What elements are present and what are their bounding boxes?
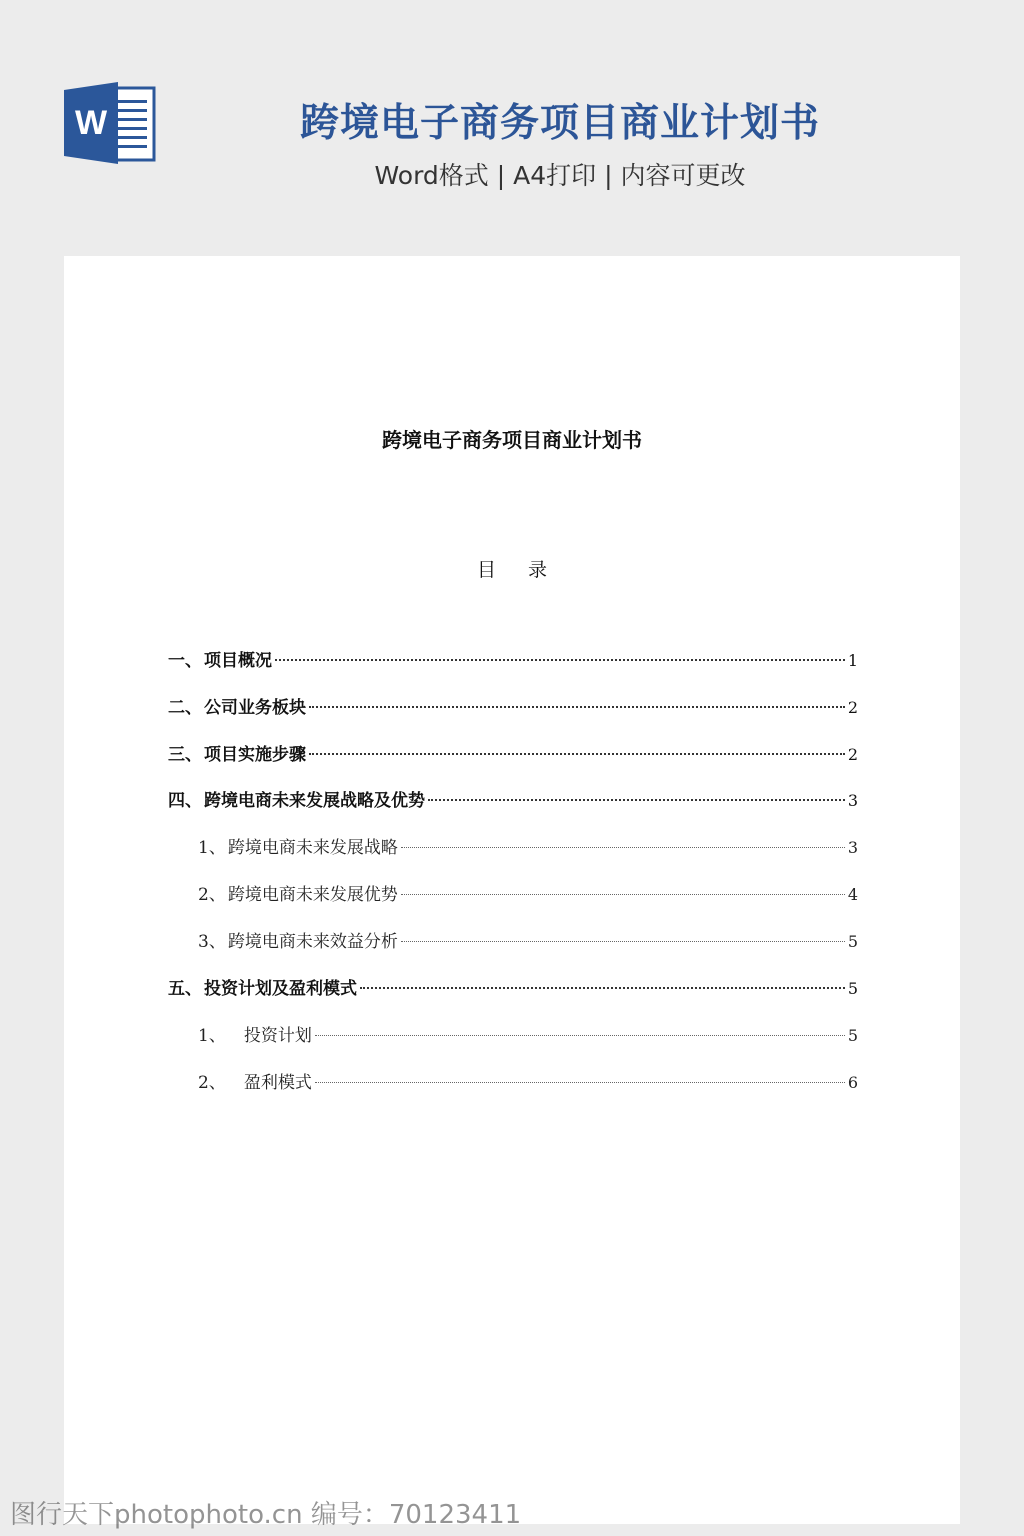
toc-dot-leader bbox=[401, 847, 845, 848]
toc-dot-leader bbox=[428, 799, 845, 801]
toc-heading: 目录 bbox=[476, 559, 579, 581]
toc-entry-page: 2 bbox=[847, 745, 858, 764]
toc-entry[interactable] bbox=[168, 788, 858, 814]
toc-entry-page: 3 bbox=[847, 791, 858, 810]
word-document-icon bbox=[64, 82, 156, 164]
toc-entry[interactable] bbox=[168, 976, 858, 1002]
toc-entry-number: 2、 bbox=[198, 1073, 226, 1093]
toc-entry-text: 项目概况 bbox=[204, 651, 272, 671]
toc-entry-number: 3、 bbox=[198, 932, 226, 952]
toc-entry-page: 5 bbox=[847, 932, 858, 951]
banner-title: 跨境电子商务项目商业计划书 bbox=[299, 101, 820, 146]
toc-entry[interactable] bbox=[168, 648, 858, 674]
toc-entry[interactable] bbox=[168, 695, 858, 721]
toc-entry[interactable] bbox=[168, 742, 858, 768]
toc-entry-number: 1、 bbox=[198, 838, 226, 858]
toc-entry-page: 5 bbox=[847, 1026, 858, 1045]
toc-entry-page: 4 bbox=[847, 885, 858, 904]
toc-entry-page: 3 bbox=[847, 838, 858, 857]
toc-entry-number: 一、 bbox=[168, 651, 202, 671]
toc-subentry[interactable] bbox=[198, 835, 858, 861]
toc-dot-leader bbox=[360, 987, 845, 989]
toc-dot-leader bbox=[315, 1082, 845, 1083]
toc-entry-number: 五、 bbox=[168, 979, 202, 999]
toc-entry-text: 跨境电商未来效益分析 bbox=[227, 932, 398, 952]
toc-subentry[interactable] bbox=[198, 1023, 858, 1049]
toc-subentry[interactable] bbox=[198, 882, 858, 908]
toc-entry-text: 跨境电商未来发展战略及优势 bbox=[204, 791, 425, 811]
toc-subentry[interactable] bbox=[198, 1070, 858, 1096]
toc-entry-text: 投资计划及盈利模式 bbox=[204, 979, 357, 999]
toc-entry-number: 四、 bbox=[168, 791, 202, 811]
word-icon-letter: W bbox=[74, 104, 108, 142]
document-page bbox=[64, 256, 960, 1524]
watermark: 图行天下photophoto.cn 编号：70123411 bbox=[10, 1500, 522, 1530]
toc-entry-page: 2 bbox=[847, 698, 858, 717]
toc-entry-text: 跨境电商未来发展战略 bbox=[227, 838, 398, 858]
toc-entry-text: 盈利模式 bbox=[243, 1073, 312, 1093]
toc-dot-leader bbox=[315, 1035, 845, 1036]
toc-entry-number: 1、 bbox=[198, 1026, 226, 1046]
document-title: 跨境电子商务项目商业计划书 bbox=[382, 428, 642, 452]
toc-dot-leader bbox=[401, 941, 845, 942]
toc-entry-text: 跨境电商未来发展优势 bbox=[227, 885, 398, 905]
toc-entry-text: 投资计划 bbox=[243, 1026, 312, 1046]
toc-dot-leader bbox=[309, 706, 845, 708]
toc-dot-leader bbox=[309, 753, 845, 755]
toc-entry-text: 公司业务板块 bbox=[204, 698, 306, 718]
toc-dot-leader bbox=[401, 894, 845, 895]
toc-entry-page: 1 bbox=[847, 651, 858, 670]
toc-entry-page: 5 bbox=[847, 979, 858, 998]
toc-entry-number: 三、 bbox=[168, 745, 202, 765]
banner-subtitle: Word格式 | A4打印 | 内容可更改 bbox=[374, 161, 746, 190]
toc-subentry[interactable] bbox=[198, 929, 858, 955]
toc-entry-text: 项目实施步骤 bbox=[204, 745, 306, 765]
toc-dot-leader bbox=[275, 659, 845, 661]
toc-entry-number: 2、 bbox=[198, 885, 226, 905]
toc-entry-number: 二、 bbox=[168, 698, 202, 718]
toc-entry-page: 6 bbox=[847, 1073, 858, 1092]
